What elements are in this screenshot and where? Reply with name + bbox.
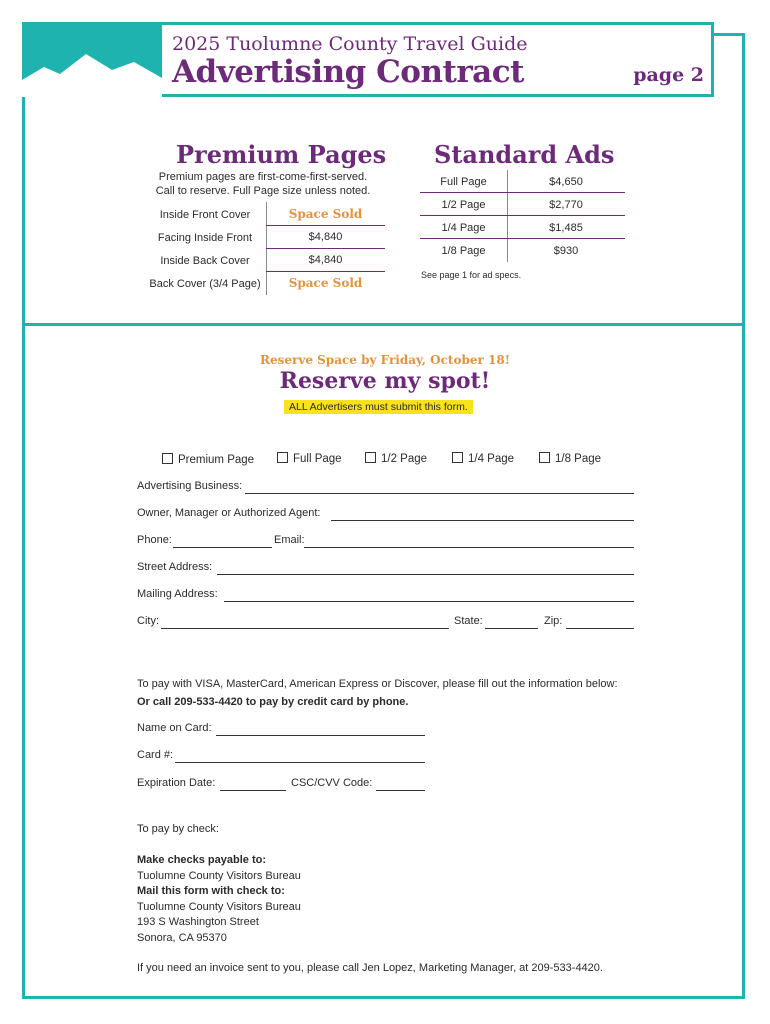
submit-notice-badge: ALL Advertisers must submit this form. xyxy=(284,400,473,414)
option-quarter-page[interactable] xyxy=(452,452,514,465)
spec-note: See page 1 for ad specs. xyxy=(421,270,522,280)
option-label: 1/2 Page xyxy=(381,453,428,465)
mail-name: Tuolumne County Visitors Bureau xyxy=(137,901,301,913)
field-label: Phone: xyxy=(137,534,172,546)
field-label: Expiration Date: xyxy=(137,777,216,789)
guide-title: 2025 Tuolumne County Travel Guide xyxy=(172,33,528,55)
page-number: page 2 xyxy=(633,64,704,86)
advertising-business-field[interactable] xyxy=(137,480,634,494)
premium-row-value: Space Sold xyxy=(288,276,363,290)
standard-row-value: $4,650 xyxy=(549,176,583,188)
email-input-line[interactable] xyxy=(304,547,634,548)
section-divider xyxy=(22,323,745,326)
phone-input-line[interactable] xyxy=(173,547,272,548)
premium-row xyxy=(144,249,385,272)
checkbox[interactable] xyxy=(365,452,376,463)
standard-row xyxy=(420,216,625,239)
premium-row xyxy=(144,226,385,249)
reserve-heading: Reserve my spot! xyxy=(279,368,491,394)
invoice-note: If you need an invoice sent to you, please call Jen Lopez, Marketing Manager, at 209-533-4420. xyxy=(137,962,603,974)
field-label: Name on Card: xyxy=(137,722,212,734)
field-label: Email: xyxy=(274,534,305,546)
premium-pages-heading: Premium Pages xyxy=(176,140,387,169)
standard-row-value: $930 xyxy=(553,245,579,257)
standard-row xyxy=(420,170,625,193)
option-label: Full Page xyxy=(293,453,342,465)
option-label: 1/8 Page xyxy=(555,453,602,465)
field-label: Mailing Address: xyxy=(137,588,218,600)
field-label: Owner, Manager or Authorized Agent: xyxy=(137,507,321,519)
premium-row-value: $4,840 xyxy=(308,231,343,243)
checkbox[interactable] xyxy=(162,453,173,464)
checkbox[interactable] xyxy=(277,452,288,463)
standard-ads-heading: Standard Ads xyxy=(434,140,615,169)
mail-city: Sonora, CA 95370 xyxy=(137,932,227,944)
premium-row xyxy=(144,203,385,226)
csc-input-line[interactable] xyxy=(376,790,425,791)
premium-row xyxy=(144,272,385,295)
standard-row-value: $2,770 xyxy=(549,199,583,211)
check-payment-intro: To pay by check: xyxy=(137,823,219,835)
mail-street: 193 S Washington Street xyxy=(137,916,259,928)
mountain-logo-icon xyxy=(22,22,162,97)
option-premium-page[interactable] xyxy=(162,453,254,466)
standard-row-name: 1/2 Page xyxy=(441,199,486,211)
name-on-card-field[interactable] xyxy=(137,722,425,736)
standard-row xyxy=(420,193,625,216)
input-line[interactable] xyxy=(217,574,634,575)
field-label: Street Address: xyxy=(137,561,213,573)
premium-note xyxy=(150,170,376,198)
input-line[interactable] xyxy=(331,520,634,521)
expiration-csc-field[interactable] xyxy=(137,777,425,791)
option-label: Premium Page xyxy=(178,454,255,466)
field-label: State: xyxy=(454,615,483,627)
field-label: City: xyxy=(137,615,159,627)
premium-row-name: Back Cover (3/4 Page) xyxy=(149,278,261,290)
field-label: Card #: xyxy=(137,749,174,761)
field-label: Zip: xyxy=(544,615,563,627)
city-state-zip-field[interactable] xyxy=(137,615,634,629)
premium-row-name: Inside Back Cover xyxy=(160,255,250,267)
phone-email-field[interactable] xyxy=(137,534,634,548)
street-address-field[interactable] xyxy=(137,561,634,575)
contract-title: Advertising Contract xyxy=(172,54,524,90)
card-payment-intro: To pay with VISA, MasterCard, American Express or Discover, please fill out the information below: xyxy=(137,678,618,690)
standard-row-value: $1,485 xyxy=(549,222,583,234)
input-line[interactable] xyxy=(216,735,425,736)
premium-row-name: Inside Front Cover xyxy=(159,209,251,221)
premium-row-value: $4,840 xyxy=(308,254,343,266)
field-label: Advertising Business: xyxy=(137,480,243,492)
zip-input-line[interactable] xyxy=(566,628,634,629)
payable-to: Tuolumne County Visitors Bureau xyxy=(137,870,301,882)
premium-note-line: Call to reserve. Full Page size unless noted. xyxy=(155,185,371,197)
premium-row-value: Space Sold xyxy=(288,207,363,221)
mailing-address-field[interactable] xyxy=(137,588,634,602)
input-line[interactable] xyxy=(175,762,425,763)
expiration-input-line[interactable] xyxy=(220,790,286,791)
standard-row-name: 1/8 Page xyxy=(441,245,486,257)
standard-row-name: 1/4 Page xyxy=(441,222,486,234)
option-eighth-page[interactable] xyxy=(539,452,601,465)
standard-row xyxy=(420,239,625,262)
state-input-line[interactable] xyxy=(485,628,538,629)
input-line[interactable] xyxy=(245,493,634,494)
mail-heading: Mail this form with check to: xyxy=(137,885,285,897)
card-number-field[interactable] xyxy=(137,749,425,763)
field-label: CSC/CVV Code: xyxy=(291,777,373,789)
standard-row-name: Full Page xyxy=(440,176,487,188)
option-full-page[interactable] xyxy=(277,452,342,465)
input-line[interactable] xyxy=(224,601,634,602)
city-input-line[interactable] xyxy=(161,628,449,629)
option-half-page[interactable] xyxy=(365,452,427,465)
checkbox[interactable] xyxy=(452,452,463,463)
premium-row-name: Facing Inside Front xyxy=(157,232,253,244)
deadline-notice: Reserve Space by Friday, October 18! xyxy=(260,353,510,367)
premium-note-line: Premium pages are first-come-first-served. xyxy=(158,171,368,183)
owner-field[interactable] xyxy=(137,507,634,521)
option-label: 1/4 Page xyxy=(468,453,515,465)
checkbox[interactable] xyxy=(539,452,550,463)
phone-payment-line: Or call 209-533-4420 to pay by credit card by phone. xyxy=(137,696,409,708)
payable-heading: Make checks payable to: xyxy=(137,854,267,866)
